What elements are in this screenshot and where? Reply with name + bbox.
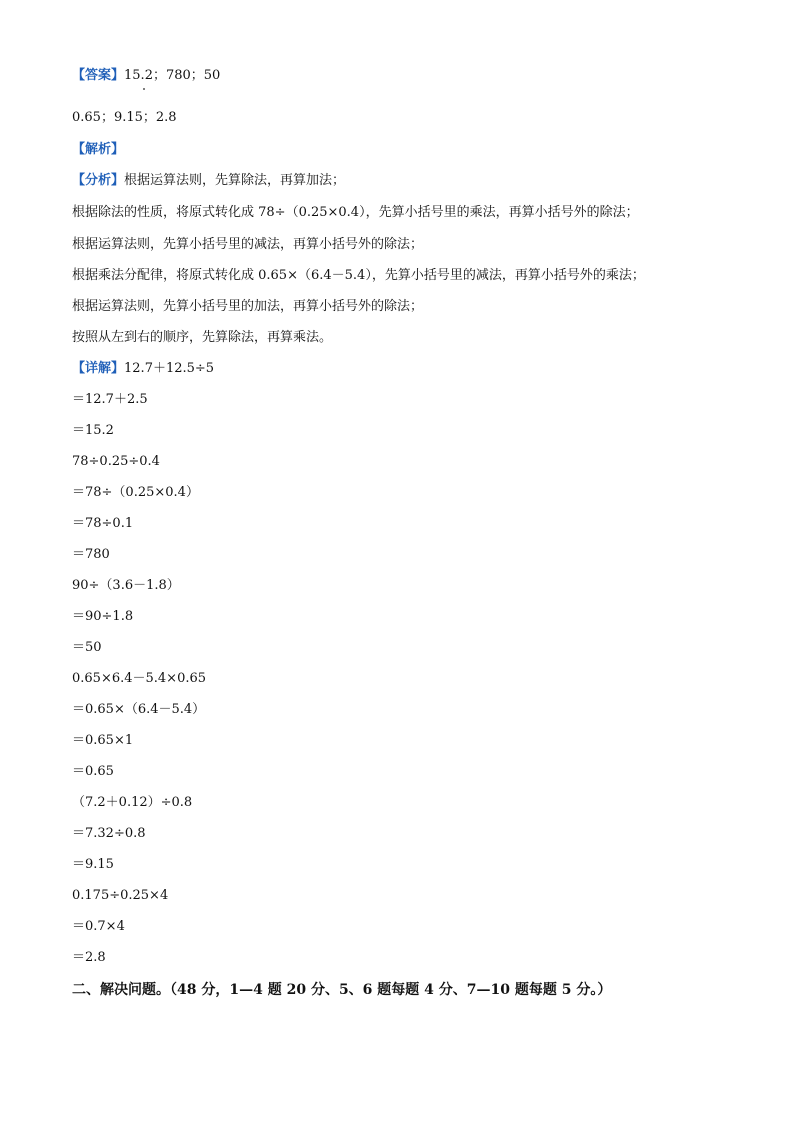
fenxi-tag: 【分析】: [72, 173, 125, 188]
analysis-line-4: 根据乘法分配律，将原式转化成 0.65×（6.4－5.4），先算小括号里的减法，再算小括号外的乘法；: [72, 268, 645, 283]
detail-step: ＝9.15: [72, 857, 114, 872]
detail-step: ＝0.65×1: [72, 733, 134, 748]
detail-step: ＝15.2: [72, 423, 114, 438]
detail-step: ＝78÷（0.25×0.4）: [72, 485, 199, 500]
detail-first-expression: 12.7＋12.5÷5: [124, 361, 215, 376]
detail-step: 0.175÷0.25×4: [72, 888, 169, 903]
detail-step: ＝0.65: [72, 764, 114, 779]
detail-step: ＝0.65×（6.4－5.4）: [72, 702, 206, 717]
detail-step: ＝78÷0.1: [72, 516, 134, 531]
analysis-line-3: 根据运算法则，先算小括号里的减法，再算小括号外的除法；: [72, 237, 424, 252]
answer-values-2: 0.65；9.15；2.8: [72, 110, 177, 125]
detail-step: ＝90÷1.8: [72, 609, 134, 624]
section-heading: 二、解决问题。（48 分，1—4 题 20 分、5、6 题每题 4 分、7—10 题每题 5 分。）: [72, 982, 612, 998]
detail-step: ＝0.7×4: [72, 919, 125, 934]
analysis-text-1: 根据运算法则，先算除法，再算加法；: [124, 173, 346, 188]
answer-line: [72, 67, 220, 85]
detail-line-first: [72, 360, 214, 378]
answer-tag: 【答案】: [72, 68, 125, 83]
stray-dot-mark: [143, 88, 145, 90]
detail-step: 78÷0.25÷0.4: [72, 454, 160, 469]
detail-tag: 【详解】: [72, 361, 125, 376]
analysis-tag: 【解析】: [72, 142, 125, 157]
detail-step: ＝50: [72, 640, 102, 655]
analysis-line-6: 按照从左到右的顺序，先算除法，再算乘法。: [72, 330, 333, 345]
analysis-line-2: 根据除法的性质，将原式转化成 78÷（0.25×0.4），先算小括号里的乘法，再算小括号外的除法；: [72, 205, 639, 220]
analysis-line-1: [72, 172, 345, 190]
detail-step: ＝2.8: [72, 950, 106, 965]
detail-step: （7.2＋0.12）÷0.8: [72, 795, 193, 810]
detail-step: ＝12.7＋2.5: [72, 392, 148, 407]
analysis-heading: [72, 141, 124, 159]
detail-step: 0.65×6.4－5.4×0.65: [72, 671, 207, 686]
answer-values-1: 15.2；780；50: [124, 68, 221, 83]
analysis-line-5: 根据运算法则，先算小括号里的加法，再算小括号外的除法；: [72, 299, 424, 314]
detail-step: ＝7.32÷0.8: [72, 826, 146, 841]
detail-step: 90÷（3.6－1.8）: [72, 578, 180, 593]
detail-step: ＝780: [72, 547, 110, 562]
